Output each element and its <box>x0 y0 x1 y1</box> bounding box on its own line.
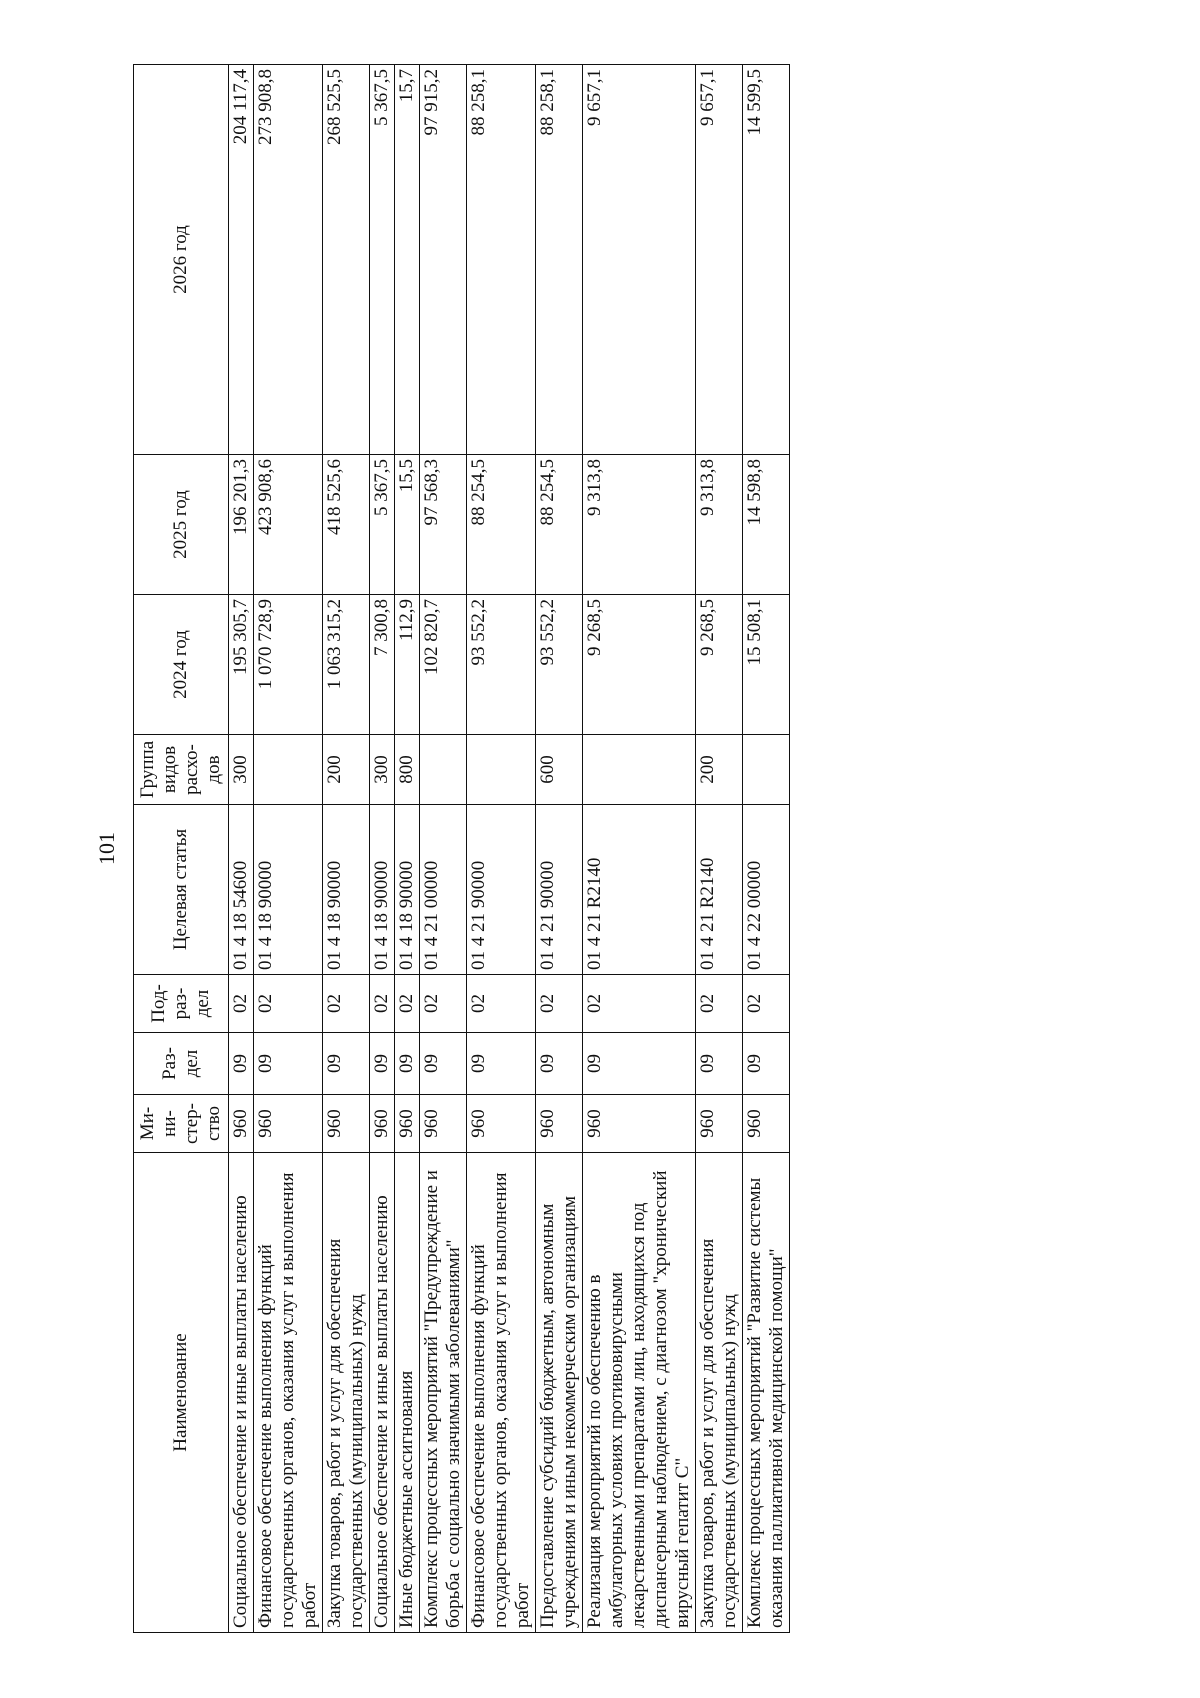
header-group: Группа видов расхо-дов <box>134 735 229 805</box>
cell-ministry: 960 <box>420 1095 467 1153</box>
cell-2026: 273 908,8 <box>254 65 323 455</box>
cell-2024: 7 300,8 <box>370 595 395 735</box>
table-row <box>467 65 536 1633</box>
cell-target: 01 4 18 54600 <box>229 805 254 975</box>
cell-name: Комплекс процессных мероприятий "Предупреждение и борьба с социально значимыми заболеваниями" <box>420 1153 467 1633</box>
table-row <box>229 65 254 1633</box>
cell-ministry: 960 <box>370 1095 395 1153</box>
cell-2025: 88 254,5 <box>536 455 583 595</box>
cell-2026: 9 657,1 <box>583 65 696 455</box>
cell-group <box>420 735 467 805</box>
cell-section: 09 <box>323 1033 370 1095</box>
cell-2025: 97 568,3 <box>420 455 467 595</box>
cell-2026: 97 915,2 <box>420 65 467 455</box>
header-ministry: Ми-ни-стер-ство <box>134 1095 229 1153</box>
table-header-row <box>134 65 229 1633</box>
cell-section: 09 <box>583 1033 696 1095</box>
cell-section: 09 <box>743 1033 790 1095</box>
table-row <box>323 65 370 1633</box>
cell-2025: 5 367,5 <box>370 455 395 595</box>
cell-2025: 9 313,8 <box>696 455 743 595</box>
cell-2025: 196 201,3 <box>229 455 254 595</box>
cell-name: Иные бюджетные ассигнования <box>395 1153 420 1633</box>
cell-ministry: 960 <box>467 1095 536 1153</box>
cell-name: Реализация мероприятий по обеспечению в амбулаторных условиях противовирусными лекарственными препаратами лиц, находящихся под диспансерным наблюдением, с диагнозом "хронический вирусный гепатит С" <box>583 1153 696 1633</box>
cell-subsection: 02 <box>323 975 370 1033</box>
header-target: Целевая статья <box>134 805 229 975</box>
cell-subsection: 02 <box>420 975 467 1033</box>
table-row <box>395 65 420 1633</box>
cell-ministry: 960 <box>583 1095 696 1153</box>
cell-2026: 268 525,5 <box>323 65 370 455</box>
cell-section: 09 <box>536 1033 583 1095</box>
cell-subsection: 02 <box>254 975 323 1033</box>
cell-target: 01 4 21 R2140 <box>583 805 696 975</box>
cell-2025: 423 908,6 <box>254 455 323 595</box>
header-2024: 2024 год <box>134 595 229 735</box>
cell-subsection: 02 <box>696 975 743 1033</box>
cell-2026: 5 367,5 <box>370 65 395 455</box>
cell-ministry: 960 <box>696 1095 743 1153</box>
table-row <box>743 65 790 1633</box>
cell-name: Предоставление субсидий бюджетным, автономным учреждениям и иным некоммерческим организациям <box>536 1153 583 1633</box>
cell-2026: 88 258,1 <box>536 65 583 455</box>
cell-target: 01 4 21 R2140 <box>696 805 743 975</box>
budget-table-rotated <box>133 65 1063 1633</box>
cell-ministry: 960 <box>743 1095 790 1153</box>
cell-section: 09 <box>229 1033 254 1095</box>
cell-2024: 15 508,1 <box>743 595 790 735</box>
cell-group: 200 <box>323 735 370 805</box>
cell-group: 200 <box>696 735 743 805</box>
cell-2026: 9 657,1 <box>696 65 743 455</box>
cell-2025: 88 254,5 <box>467 455 536 595</box>
page-number: 101 <box>94 832 119 865</box>
cell-section: 09 <box>467 1033 536 1095</box>
cell-2025: 418 525,6 <box>323 455 370 595</box>
table-row <box>696 65 743 1633</box>
cell-subsection: 02 <box>583 975 696 1033</box>
cell-subsection: 02 <box>395 975 420 1033</box>
cell-group: 600 <box>536 735 583 805</box>
cell-name: Социальное обеспечение и иные выплаты населению <box>370 1153 395 1633</box>
cell-2024: 1 063 315,2 <box>323 595 370 735</box>
cell-section: 09 <box>395 1033 420 1095</box>
header-2026: 2026 год <box>134 65 229 455</box>
table-row <box>583 65 696 1633</box>
cell-group: 300 <box>229 735 254 805</box>
cell-ministry: 960 <box>323 1095 370 1153</box>
header-section: Раз-дел <box>134 1033 229 1095</box>
header-2025: 2025 год <box>134 455 229 595</box>
cell-2025: 14 598,8 <box>743 455 790 595</box>
cell-subsection: 02 <box>467 975 536 1033</box>
cell-2024: 112,9 <box>395 595 420 735</box>
cell-ministry: 960 <box>229 1095 254 1153</box>
cell-group <box>467 735 536 805</box>
cell-2024: 9 268,5 <box>583 595 696 735</box>
cell-section: 09 <box>696 1033 743 1095</box>
cell-2024: 195 305,7 <box>229 595 254 735</box>
cell-2024: 1 070 728,9 <box>254 595 323 735</box>
cell-group <box>254 735 323 805</box>
cell-group: 800 <box>395 735 420 805</box>
cell-2026: 88 258,1 <box>467 65 536 455</box>
cell-group <box>583 735 696 805</box>
cell-2025: 15,5 <box>395 455 420 595</box>
cell-target: 01 4 18 90000 <box>395 805 420 975</box>
cell-2026: 15,7 <box>395 65 420 455</box>
cell-2024: 9 268,5 <box>696 595 743 735</box>
cell-name: Комплекс процессных мероприятий "Развитие системы оказания паллиативной медицинской помощи" <box>743 1153 790 1633</box>
cell-section: 09 <box>254 1033 323 1095</box>
cell-name: Закупка товаров, работ и услуг для обеспечения государственных (муниципальных) нужд <box>323 1153 370 1633</box>
cell-target: 01 4 21 00000 <box>420 805 467 975</box>
cell-subsection: 02 <box>229 975 254 1033</box>
budget-table <box>133 64 790 1633</box>
table-row <box>254 65 323 1633</box>
cell-subsection: 02 <box>370 975 395 1033</box>
cell-name: Финансовое обеспечение выполнения функций государственных органов, оказания услуг и выполнения работ <box>254 1153 323 1633</box>
cell-subsection: 02 <box>743 975 790 1033</box>
table-row <box>536 65 583 1633</box>
cell-2026: 14 599,5 <box>743 65 790 455</box>
cell-section: 09 <box>420 1033 467 1095</box>
cell-target: 01 4 21 90000 <box>536 805 583 975</box>
table-row <box>370 65 395 1633</box>
cell-section: 09 <box>370 1033 395 1095</box>
table-row <box>420 65 467 1633</box>
cell-group: 300 <box>370 735 395 805</box>
cell-target: 01 4 21 90000 <box>467 805 536 975</box>
cell-target: 01 4 22 00000 <box>743 805 790 975</box>
header-subsection: Под-раз-дел <box>134 975 229 1033</box>
cell-target: 01 4 18 90000 <box>254 805 323 975</box>
cell-name: Финансовое обеспечение выполнения функций государственных органов, оказания услуг и выполнения работ <box>467 1153 536 1633</box>
header-name: Наименование <box>134 1153 229 1633</box>
cell-name: Социальное обеспечение и иные выплаты населению <box>229 1153 254 1633</box>
cell-name: Закупка товаров, работ и услуг для обеспечения государственных (муниципальных) нужд <box>696 1153 743 1633</box>
cell-target: 01 4 18 90000 <box>323 805 370 975</box>
cell-ministry: 960 <box>536 1095 583 1153</box>
cell-ministry: 960 <box>254 1095 323 1153</box>
cell-2025: 9 313,8 <box>583 455 696 595</box>
cell-2024: 102 820,7 <box>420 595 467 735</box>
cell-ministry: 960 <box>395 1095 420 1153</box>
cell-group <box>743 735 790 805</box>
cell-subsection: 02 <box>536 975 583 1033</box>
cell-2024: 93 552,2 <box>536 595 583 735</box>
cell-2026: 204 117,4 <box>229 65 254 455</box>
cell-target: 01 4 18 90000 <box>370 805 395 975</box>
cell-2024: 93 552,2 <box>467 595 536 735</box>
